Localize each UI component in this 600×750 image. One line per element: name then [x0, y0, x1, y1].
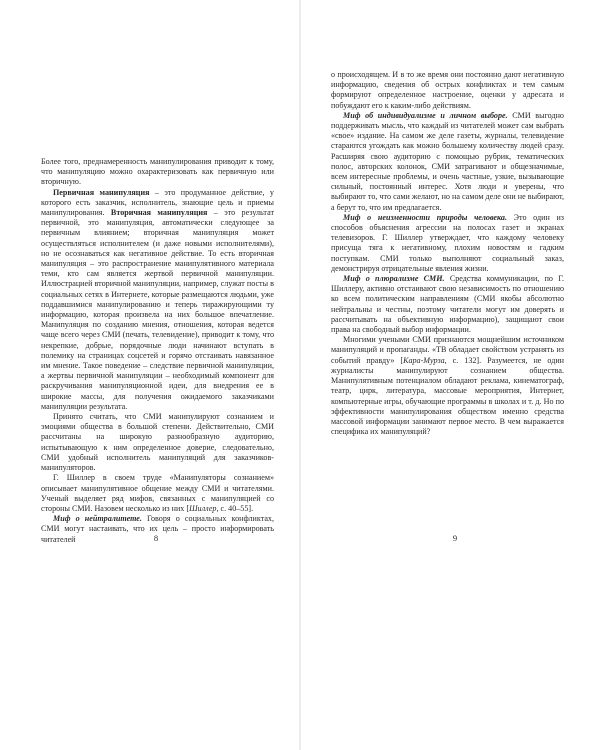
- heading-individualism-myth: Миф об индивидуализме и личном выборе.: [343, 110, 508, 120]
- paragraph-media-manipulation: Принято считать, что СМИ манипулируют сознанием и эмоциями общества в большой степени. Действительно, СМИ рассчитаны на широкую разнообразную аудиторию, испытывающую к ним определенное доверие, следовательно, СМИ удобный исполнитель манипуляций для заказчиков-манипуляторов.: [41, 412, 274, 473]
- neutrality-myth-text: Говоря о социальных конфликтах, СМИ могут настаивать, что их цель – просто информировать читателей: [41, 514, 274, 544]
- schiller-text-b: , с. 40–55].: [216, 503, 254, 513]
- human-nature-myth-text: Это один из способов объяснения агрессии на полосах газет и экранах телевизоров. Г. Шиллер утверждает, что каждому человеку присуща тяга к негативному, плохим новостям и гадким поступкам. СМИ только выполняют социальный заказ, демонстрируя отрицательные явления жизни.: [331, 212, 564, 273]
- citation-schiller: Шиллер: [189, 503, 217, 513]
- paragraph-primary-secondary: [41, 188, 274, 412]
- right-page: [300, 0, 600, 750]
- term-primary-manipulation: Первичная манипуляция: [53, 187, 150, 197]
- paragraph-continuation: о происходящем. И в то же время они постоянно дают негативную информацию, сведения об острых конфликтах и тем самым формируют определенное настроение, оценки у адресата и побуждают его к каким-либо действиям.: [331, 70, 564, 110]
- term-secondary-manipulation: Вторичная манипуляция: [110, 208, 208, 218]
- paragraph-primary-text-a: – это продуманное действие, у которого есть заказчик, исполнитель, знающие цель и приемы манипулирования.: [41, 187, 274, 218]
- page-number-left: 8: [153, 533, 159, 543]
- page-number-right: 9: [452, 533, 458, 543]
- media-source-text-b: , с. 132]. Разумеется, не один журналисты манипулируют сознанием общества. Манипулятивным потенциалом обладают реклама, кинематограф, театр, цирк, литература, массовые мероприятия, Интернет, компьютерные игры, обучающие программы в школах и т. д. Но по эффективности манипулирования обществом именно средства массовой информации занимают первое место. В чем выражается специфика их манипуляций?: [331, 355, 564, 437]
- paragraph-schiller: [41, 473, 274, 514]
- paragraph-intro: Более того, преднамеренность манипулирования приводит к тому, что манипуляцию можно охарактеризовать как первичную или вторичную.: [41, 157, 274, 187]
- paragraph-pluralism-myth: [331, 274, 564, 335]
- paragraph-media-source: [331, 335, 564, 437]
- paragraph-individualism-myth: [331, 111, 564, 213]
- paragraph-primary-text-b: – это результат первичной, это манипуляция, автоматически следующее за первичным влиянием; вторичная манипуляция может осуществляться исполнителем (и даже новыми исполнителями), но не осознаваться как негативное действие. То есть вторичная манипуляция – это распространение манипулятивного материала теми, кто сам является жертвой первичной манипуляции. Иллюстрацией вторичной манипуляции, например, служат посты в социальных сетях в Интернете, которые размещаются людьми, уже поддавшимися манипулированию и теперь тиражирующими ту информацию, которая произвела на них большое впечатление. Манипуляция по созданию мнения, отношения, которая ведется чаще всего через СМИ (печать, телевидение), приводит к тому, что некрепкие, добрые, порядочные люди начинают вступать в полемику на страницах соцсетей и горячо отстаивать навязанное им мнение. Такое поведение – следствие первичной манипуляции, а жертвы первичной манипуляции – необходимый компонент для раскручивания манипуляционной идеи, для внедрения ее в широкие массы, для получения ожидаемого заказчиками манипуляции результата.: [41, 208, 274, 411]
- schiller-text-a: Г. Шиллер в своем труде «Манипуляторы сознанием» описывает манипулятивное общение между СМИ и читателями. Ученый выделяет ряд мифов, связанных с манипуляцией со стороны СМИ. Назовем несколько из них [: [41, 473, 274, 513]
- media-source-text-a: Многими учеными СМИ признаются мощнейшим источником манипуляций и пропаганды. «ТВ обладает свойством устранять из событий правду» [: [331, 335, 564, 365]
- heading-pluralism-myth: Миф о плюрализме СМИ.: [343, 274, 445, 284]
- individualism-myth-text: СМИ выгодно поддерживать мысль, что каждый из читателей может сам выбрать «свое» издание. На самом же деле газеты, журналы, телевидение стараются угождать как можно большему количеству людей сразу. Расширяя свою аудиторию с помощью рубрик, тематических полос, авторских колонок, СМИ затрагивают и общезначимые, всем интересные проблемы, и очень частные, узкие, вызывающие сильный, постоянный интерес. Хотя люди и уверены, что выбирают то, что сами желают, но на самом деле они не выбирают, а берут то, что им предлагается.: [331, 110, 564, 212]
- pluralism-myth-text: Средства коммуникации, по Г. Шиллеру, активно отстаивают свою независимость по отношению ко всем политическим направлениям (СМИ якобы абсолютно нейтральны и честны, поэтому читатели могут им доверять и рассчитывать на объективную информацию), защищают свои права на свободный выбор информации.: [331, 274, 564, 335]
- paragraph-human-nature-myth: [331, 213, 564, 274]
- heading-neutrality-myth: Миф о нейтралитете.: [53, 514, 142, 524]
- heading-human-nature-myth: Миф о неизменности природы человека.: [343, 212, 507, 222]
- citation-kara-murza: Кара-Мурза: [403, 355, 445, 365]
- right-text-column: [331, 70, 564, 437]
- left-text-column: [41, 157, 274, 545]
